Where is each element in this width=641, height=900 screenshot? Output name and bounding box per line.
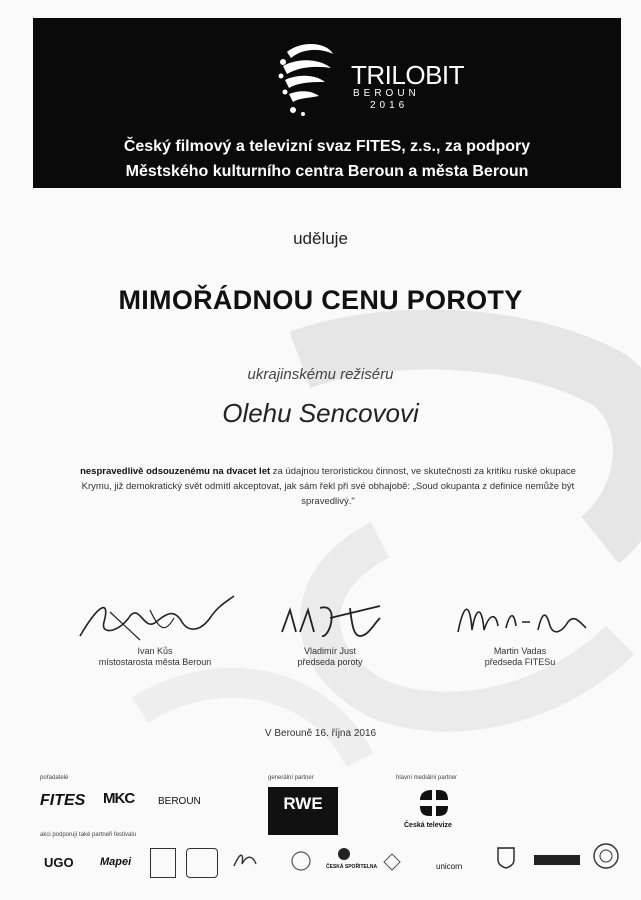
supporters-label: akci podporují také partneři festivalu: [40, 832, 137, 838]
signature-block-2: [265, 592, 395, 668]
ceska-televize-label: Česká televize: [404, 822, 452, 829]
ceska-sporitelna-icon: [334, 846, 354, 862]
logo-year: 2016: [370, 100, 409, 111]
handwritten-signature-2: [270, 592, 390, 646]
unicorn-logo: unicorn: [436, 862, 463, 871]
banner-line-2: Městského kulturního centra Beroun a města Beroun: [125, 163, 529, 180]
organizers-label: pořadatelé: [40, 775, 69, 781]
rwe-logo: [268, 787, 338, 835]
grants-text: uděluje: [293, 229, 348, 248]
sponsor-circle-icon: [288, 850, 314, 872]
signatory-2-name: Vladimír Just: [303, 646, 356, 656]
signatory-2-role: předseda poroty: [297, 657, 363, 667]
issue-date: V Berouně 16. října 2016: [264, 728, 377, 739]
signatory-3-role: předseda FITESu: [484, 657, 556, 667]
mapei-logo: Mapei: [100, 856, 132, 868]
sponsor-car-icon: [532, 852, 582, 868]
logo-title: TRILOBIT: [351, 60, 465, 90]
header-banner: [33, 18, 621, 188]
sponsor-seal-icon: [592, 842, 620, 870]
logo-city: BEROUN: [353, 88, 420, 99]
award-reason: [68, 464, 588, 509]
award-reason-bold: nespravedlivě odsouzenému na dvacet let: [80, 466, 271, 477]
main-partner-label: generální partner: [268, 775, 314, 781]
sponsor-logo-box-1: [150, 848, 176, 878]
sponsor-mark-icon: [382, 852, 402, 872]
banner-line-1: Český filmový a televizní svaz FITES, z.s., za podpory: [123, 138, 531, 155]
signatory-1-role: místostarosta města Beroun: [98, 657, 212, 667]
trilobit-logo-icon: [275, 40, 337, 120]
award-reason-rest: za údajnou teroristickou činnost, ve skutečnosti za kritiku ruské okupace Krymu, již demokratický svět odmítl akceptovat, jak sám řekl při své obhajobě: „Soud okupanta z definice nemůže být spravedlivý.": [81, 466, 576, 507]
dedication-text: ukrajinskému režiséru: [247, 366, 394, 383]
ugo-logo: UGO: [44, 855, 74, 870]
ceska-televize-icon: [416, 786, 452, 820]
signatory-1-name: Ivan Kůs: [137, 646, 173, 656]
mkc-logo: MKC: [103, 790, 135, 807]
signatory-3-name: Martin Vadas: [493, 646, 547, 656]
fites-logo: FITES: [40, 792, 86, 809]
recipient-name: Olehu Sencovovi: [222, 398, 419, 428]
media-partner-label: hlavní mediální partner: [396, 775, 458, 781]
sponsor-logo-box-2: [186, 848, 218, 878]
signature-block-3: [445, 592, 595, 668]
beroun-logo: BEROUN: [158, 796, 201, 807]
coat-of-arms-icon: [496, 846, 516, 870]
ceska-sporitelna-label: ČESKÁ SPOŘITELNA: [326, 864, 378, 870]
signature-block-1: [65, 592, 245, 668]
award-title: MIMOŘÁDNOU CENU POROTY: [118, 285, 523, 315]
handwritten-signature-3: [450, 592, 590, 646]
rwe-logo-text: RWE: [283, 794, 323, 813]
sponsor-script-icon: [232, 850, 258, 870]
handwritten-signature-1: [70, 592, 240, 646]
